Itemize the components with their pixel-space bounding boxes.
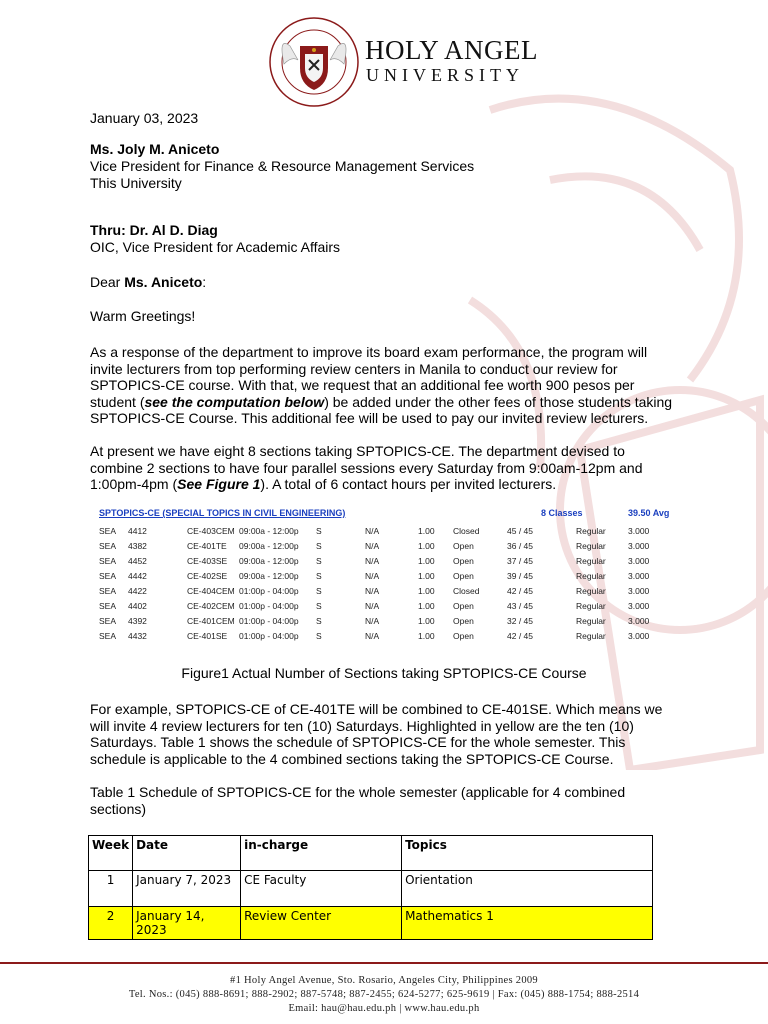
course-cell-campus: SEA (99, 631, 117, 641)
course-cell-code: 4412 (128, 526, 147, 536)
course-cell-day: S (316, 631, 322, 641)
course-row (95, 571, 715, 586)
course-cell-units: 1.00 (418, 616, 435, 626)
course-cell-code: 4422 (128, 586, 147, 596)
header-week: Week (89, 836, 133, 871)
recipient-name: Ms. Joly M. Aniceto (90, 141, 220, 157)
course-cell-section: CE-402SE (187, 571, 228, 581)
course-cell-section: CE-402CEM (187, 601, 235, 611)
course-cell-time: 09:00a - 12:00p (239, 526, 299, 536)
paragraph-sections (90, 443, 678, 493)
paragraph-request (90, 344, 678, 427)
course-cell-campus: SEA (99, 601, 117, 611)
salutation-name: Ms. Aniceto (124, 274, 203, 290)
course-cell-units: 1.00 (418, 556, 435, 566)
course-cell-status: Open (453, 616, 474, 626)
course-cell-day: S (316, 571, 322, 581)
course-cell-time: 01:00p - 04:00p (239, 631, 299, 641)
salutation (90, 274, 206, 291)
university-seal-logo (268, 16, 360, 108)
footer-address: #1 Holy Angel Avenue, Sto. Rosario, Angeles City, Philippines 2009 (230, 975, 538, 986)
course-cell-section: CE-403CEM (187, 526, 235, 536)
course-cell-room: N/A (365, 631, 380, 641)
p1-part-b: ) be added under the other fees of those students taking SPTOPICS-CE Course. This additional fee will be used to pay our invited review lecturers. (90, 393, 673, 426)
course-cell-enrolled: 32 / 45 (507, 616, 533, 626)
p1-part-a: As a response of the department to improve its board exam performance, the program will invite lecturers from top performing review centers in Manila to conduct our review for SPTOPICS-CE course. With that, we request that an additional fee worth 900 pesos per student ( (90, 344, 648, 410)
course-cell-status: Closed (453, 526, 480, 536)
course-cell-credit: 3.000 (628, 631, 650, 641)
course-row (95, 556, 715, 571)
course-cell-section: CE-401SE (187, 631, 228, 641)
course-cell-type: Regular (576, 586, 606, 596)
course-cell-room: N/A (365, 616, 380, 626)
course-cell-credit: 3.000 (628, 556, 650, 566)
course-cell-code: 4402 (128, 601, 147, 611)
course-cell-status: Open (453, 556, 474, 566)
course-cell-credit: 3.000 (628, 571, 650, 581)
course-cell-status: Open (453, 631, 474, 641)
course-cell-section: CE-401TE (187, 541, 227, 551)
course-cell-enrolled: 39 / 45 (507, 571, 533, 581)
course-cell-type: Regular (576, 571, 606, 581)
course-cell-units: 1.00 (418, 571, 435, 581)
course-cell-type: Regular (576, 616, 606, 626)
course-cell-room: N/A (365, 526, 380, 536)
course-cell-code: 4382 (128, 541, 147, 551)
course-cell-section: CE-404CEM (187, 586, 235, 596)
course-cell-units: 1.00 (418, 631, 435, 641)
cell-topic: Mathematics 1 (402, 907, 653, 940)
course-listing-title: SPTOPICS-CE (SPECIAL TOPICS IN CIVIL ENGINEERING) (99, 508, 346, 518)
course-cell-enrolled: 45 / 45 (507, 526, 533, 536)
course-cell-status: Open (453, 571, 474, 581)
course-cell-type: Regular (576, 631, 606, 641)
table-caption: Table 1 Schedule of SPTOPICS-CE for the whole semester (applicable for 4 combined sections) (90, 784, 626, 817)
course-cell-status: Open (453, 541, 474, 551)
course-cell-type: Regular (576, 601, 606, 611)
university-name-line1: HOLY ANGEL (365, 35, 539, 65)
p2-emphasis: See Figure 1 (177, 476, 261, 492)
footer-divider (0, 962, 768, 964)
course-cell-room: N/A (365, 571, 380, 581)
course-cell-credit: 3.000 (628, 541, 650, 551)
course-cell-code: 4392 (128, 616, 147, 626)
thru-title: OIC, Vice President for Academic Affairs (90, 239, 341, 255)
course-cell-time: 09:00a - 12:00p (239, 571, 299, 581)
course-cell-credit: 3.000 (628, 601, 650, 611)
course-cell-day: S (316, 556, 322, 566)
course-cell-type: Regular (576, 541, 606, 551)
course-row (95, 541, 715, 556)
header-in-charge: in-charge (241, 836, 402, 871)
course-cell-room: N/A (365, 556, 380, 566)
header-date: Date (133, 836, 241, 871)
course-cell-time: 09:00a - 12:00p (239, 556, 299, 566)
salutation-prefix: Dear (90, 274, 125, 290)
course-cell-section: CE-401CEM (187, 616, 235, 626)
course-cell-credit: 3.000 (628, 526, 650, 536)
course-cell-status: Closed (453, 586, 480, 596)
course-cell-room: N/A (365, 586, 380, 596)
course-cell-campus: SEA (99, 541, 117, 551)
course-cell-day: S (316, 541, 322, 551)
schedule-table-header (89, 836, 653, 871)
course-cell-campus: SEA (99, 526, 117, 536)
course-cell-type: Regular (576, 526, 606, 536)
schedule-table (88, 835, 653, 940)
course-cell-campus: SEA (99, 586, 117, 596)
salutation-suffix: : (202, 274, 207, 290)
recipient-org: This University (90, 175, 182, 191)
course-cell-time: 01:00p - 04:00p (239, 586, 299, 596)
course-cell-campus: SEA (99, 571, 117, 581)
course-cell-day: S (316, 601, 322, 611)
cell-week: 2 (89, 907, 133, 940)
p2-part-b: ). A total of 6 contact hours per invited lecturers. (260, 476, 557, 492)
course-cell-day: S (316, 616, 322, 626)
cell-in-charge: CE Faculty (241, 871, 402, 907)
course-cell-enrolled: 43 / 45 (507, 601, 533, 611)
course-cell-enrolled: 36 / 45 (507, 541, 533, 551)
recipient-title: Vice President for Finance & Resource Management Services (90, 158, 475, 174)
course-cell-day: S (316, 586, 322, 596)
course-cell-time: 09:00a - 12:00p (239, 541, 299, 551)
course-row (95, 631, 715, 646)
footer-phones: Tel. Nos.: (045) 888-8691; 888-2902; 887-5748; 887-2455; 624-5277; 625-9619 | Fax: (045) 888-1754; 888-2514 (128, 989, 640, 1000)
course-cell-day: S (316, 526, 322, 536)
course-listing-avg: 39.50 Avg (628, 508, 670, 518)
course-cell-enrolled: 37 / 45 (507, 556, 533, 566)
letter-date: January 03, 2023 (90, 110, 199, 126)
course-row (95, 616, 715, 631)
course-row (95, 526, 715, 541)
course-cell-units: 1.00 (418, 526, 435, 536)
course-cell-units: 1.00 (418, 541, 435, 551)
cell-week: 1 (89, 871, 133, 907)
course-cell-code: 4452 (128, 556, 147, 566)
greeting: Warm Greetings! (90, 308, 196, 324)
course-cell-room: N/A (365, 541, 380, 551)
course-cell-code: 4442 (128, 571, 147, 581)
course-cell-credit: 3.000 (628, 616, 650, 626)
thru-name: Thru: Dr. Al D. Diag (90, 222, 218, 238)
course-row (95, 586, 715, 601)
paragraph-example: For example, SPTOPICS-CE of CE-401TE will be combined to CE-401SE. Which means we will invite 4 review lecturers for ten (10) Saturdays. Highlighted in yellow are the ten (10) Saturdays. Table 1 shows the schedule of SPTOPICS-CE for the whole semester. This schedule is applicable to the 4 combined sections taking the SPTOPICS-CE Course. (90, 701, 663, 767)
course-listing-classes: 8 Classes (541, 508, 583, 518)
course-cell-credit: 3.000 (628, 586, 650, 596)
course-cell-code: 4432 (128, 631, 147, 641)
course-cell-units: 1.00 (418, 601, 435, 611)
course-cell-time: 01:00p - 04:00p (239, 616, 299, 626)
course-cell-enrolled: 42 / 45 (507, 631, 533, 641)
course-cell-enrolled: 42 / 45 (507, 586, 533, 596)
cell-date: January 7, 2023 (133, 871, 241, 907)
course-row (95, 601, 715, 616)
university-name-line2: UNIVERSITY (366, 65, 524, 85)
p2-part-a: At present we have eight 8 sections taking SPTOPICS-CE. The department devised to combine 2 sections to have four parallel sessions every Saturday from 9:00am-12pm and 1:00pm-4pm ( (90, 443, 643, 492)
course-cell-section: CE-403SE (187, 556, 228, 566)
header-topics: Topics (402, 836, 653, 871)
course-cell-campus: SEA (99, 556, 117, 566)
table-row-highlighted (89, 907, 653, 940)
cell-date: January 14, 2023 (133, 907, 241, 940)
cell-in-charge: Review Center (241, 907, 402, 940)
table-row (89, 871, 653, 907)
p1-emphasis: see the computation below (144, 393, 325, 410)
course-cell-units: 1.00 (418, 586, 435, 596)
course-cell-status: Open (453, 601, 474, 611)
course-cell-time: 01:00p - 04:00p (239, 601, 299, 611)
course-cell-campus: SEA (99, 616, 117, 626)
course-cell-type: Regular (576, 556, 606, 566)
course-cell-room: N/A (365, 601, 380, 611)
cell-topic: Orientation (402, 871, 653, 907)
figure-caption: Figure1 Actual Number of Sections taking SPTOPICS-CE Course (181, 665, 587, 681)
footer-email: Email: hau@hau.edu.ph | www.hau.edu.ph (288, 1003, 480, 1014)
